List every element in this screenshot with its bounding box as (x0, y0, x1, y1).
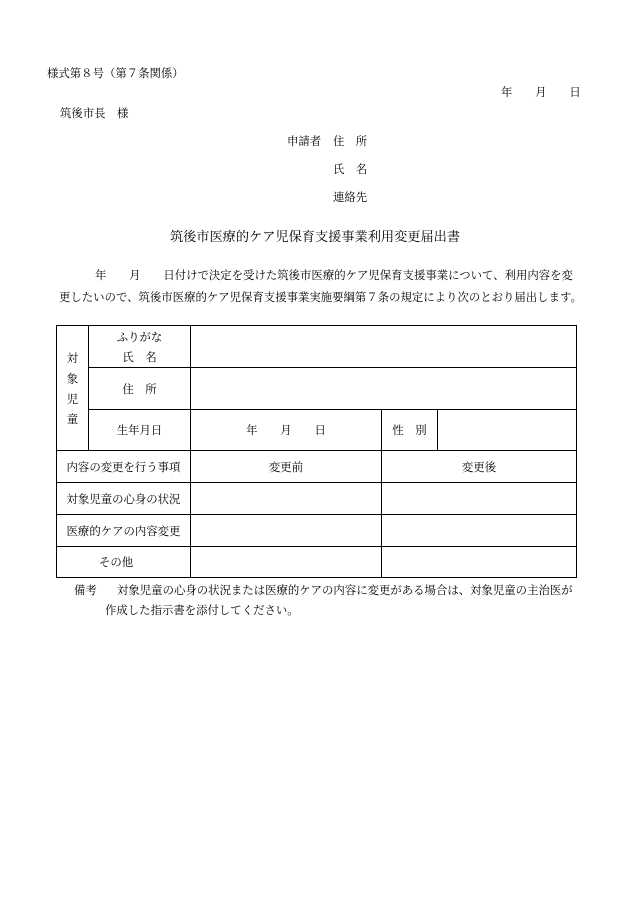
condition-after-cell (381, 482, 577, 515)
birthdate-value-cell (190, 409, 382, 451)
child-name-value-cell (190, 325, 577, 368)
name-label-cell (88, 325, 191, 368)
child-name-label: 氏 名 (122, 349, 157, 364)
after-header: 変更後 (461, 459, 497, 474)
gender-value-cell (437, 409, 577, 451)
other-after-cell (381, 546, 577, 578)
body-line-2: 更したいので、筑後市医療的ケア児保育支援事業実施要綱第７条の規定により次のとおり届出します。 (59, 290, 582, 304)
child-label-cell (56, 325, 89, 451)
child-address-value-cell (190, 367, 577, 410)
remarks-label: 備考 (74, 583, 97, 597)
child-address-label: 住 所 (122, 381, 157, 396)
row-label-care: 医療的ケアの内容変更 (66, 523, 181, 538)
row-label-cell (56, 514, 191, 547)
applicant-address-label: 住 所 (333, 134, 368, 148)
gender-label: 性 別 (392, 423, 427, 437)
remarks-line-2: 作成した指示書を添付してください。 (105, 603, 299, 617)
change-item-header: 内容の変更を行う事項 (66, 459, 181, 474)
row-label-cell (56, 546, 191, 578)
birthdate-label-cell (88, 409, 191, 451)
applicant-label: 申請者 (287, 134, 322, 148)
gender-label-cell (381, 409, 438, 451)
applicant-contact-label: 連絡先 (333, 190, 368, 204)
remarks-line-1: 対象児童の心身の状況または医療的ケアの内容に変更がある場合は、対象児童の主治医が (117, 583, 573, 597)
furigana-label: ふりがな (116, 329, 163, 344)
birthdate-value: 年 月 日 (246, 423, 326, 437)
care-after-cell (381, 514, 577, 547)
change-item-header-cell (56, 450, 191, 483)
date-line: 年 月 日 (501, 85, 581, 99)
body-line-1: 年 月 日付けで決定を受けた筑後市医療的ケア児保育支援事業について、利用内容を変 (95, 268, 573, 282)
after-header-cell (381, 450, 577, 483)
form-number: 様式第８号（第７条関係） (47, 66, 184, 80)
row-label-cell (56, 482, 191, 515)
applicant-name-label: 氏 名 (333, 162, 368, 176)
condition-before-cell (190, 482, 382, 515)
document-title: 筑後市医療的ケア児保育支援事業利用変更届出書 (169, 230, 461, 245)
other-before-cell (190, 546, 382, 578)
birthdate-label: 生年月日 (116, 423, 163, 437)
child-label: 対象児童 (65, 351, 80, 434)
before-header-cell (190, 450, 382, 483)
addressee: 筑後市長 様 (60, 106, 129, 120)
before-header: 変更前 (268, 459, 304, 474)
address-label-cell (88, 367, 191, 410)
row-label-condition: 対象児童の心身の状況 (66, 491, 181, 506)
care-before-cell (190, 514, 382, 547)
row-label-other: その他 (99, 555, 134, 569)
